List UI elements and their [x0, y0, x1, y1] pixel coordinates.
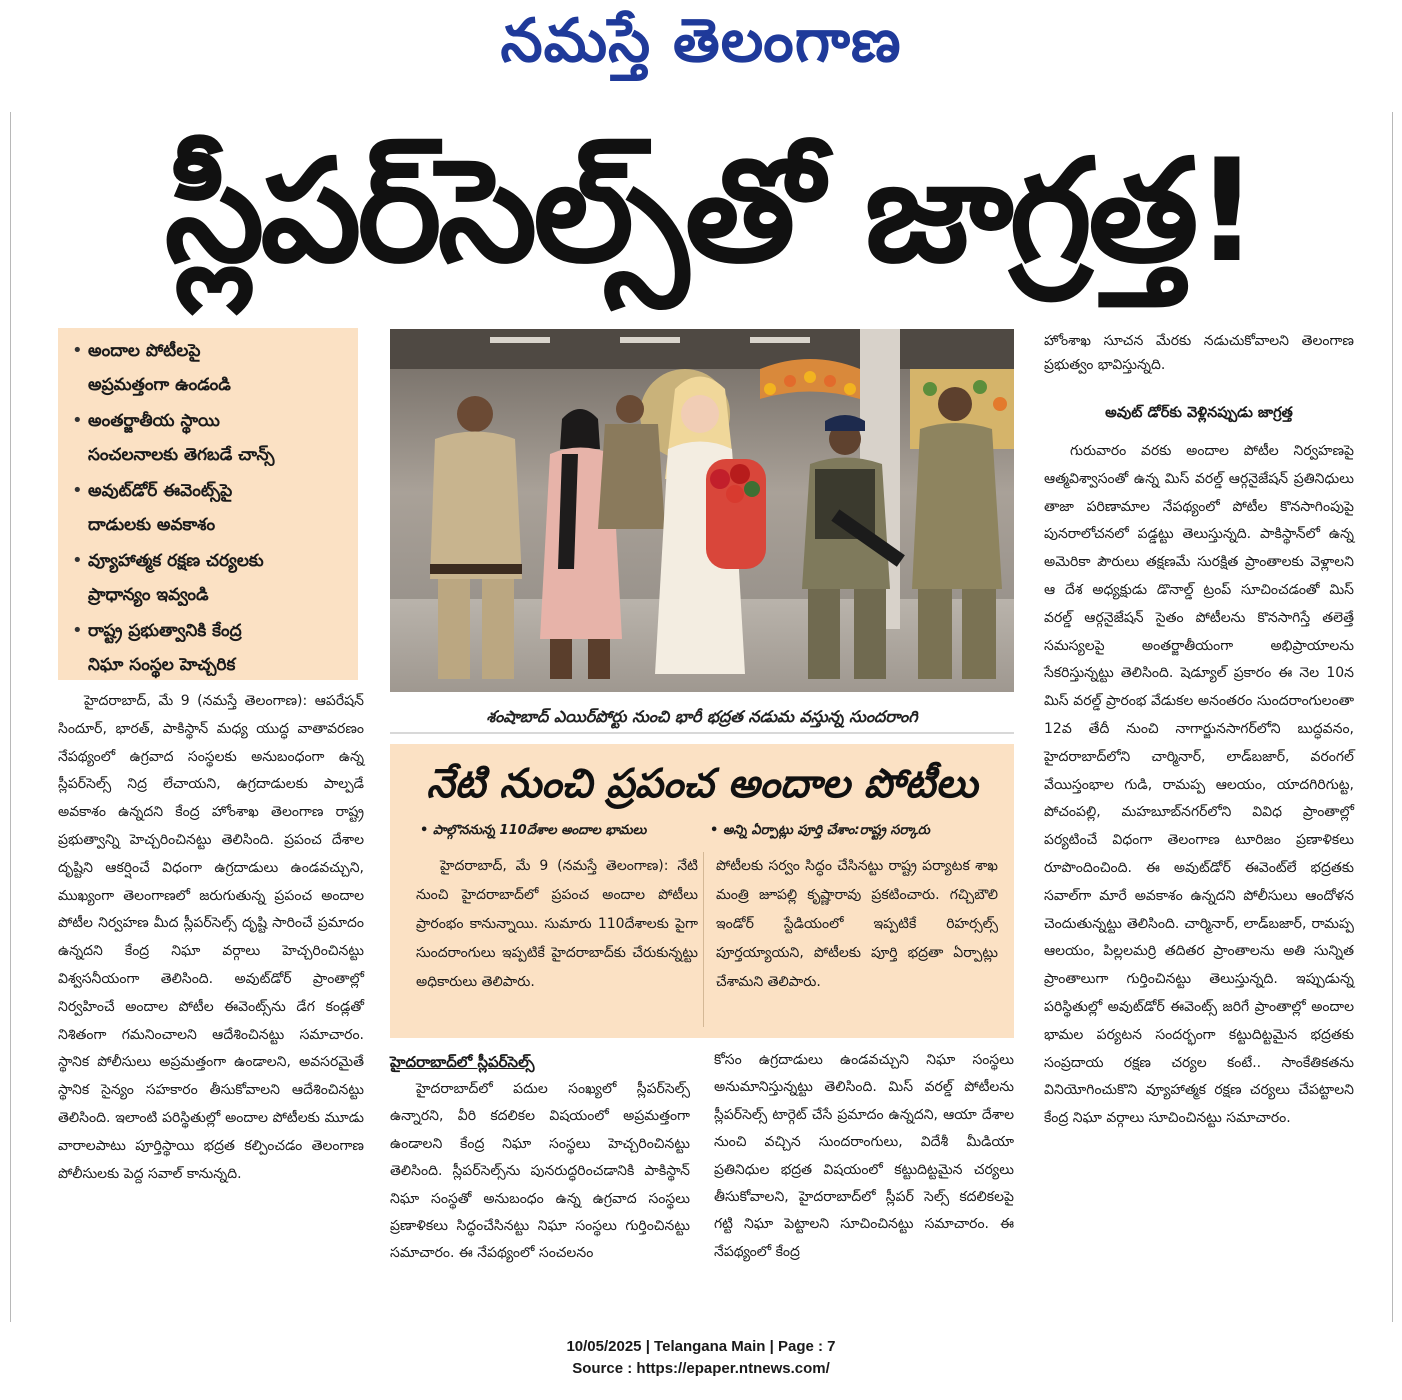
sidebar-story-box — [390, 744, 1014, 1038]
highlight-item: • అందాల పోటీలపై అప్రమత్తంగా ఉండండి — [72, 334, 350, 402]
sidebar-story-column-1: హైదరాబాద్, మే 9 (నమస్తే తెలంగాణ): నేటి నుంచి హైదరాబాద్‌లో ప్రపంచ అందాల పోటీలు ప్రారంభం కానున్నాయి. సుమారు 110దేశాలకు పైగా సుందరాంగులు ఇప్పటికే హైదరాబాద్‌కు చేరుకున్నట్టు అధికారులు తెలిపారు. — [416, 858, 698, 990]
highlights-box — [58, 328, 358, 680]
article-body-middle-1: హైదరాబాద్‌లో పదుల సంఖ్యలో స్లీపర్‌సెల్స్ ఉన్నారని, వీరి కదలికల విషయంలో అప్రమత్తంగా ఉండాలని కేంద్ర నిఘా సంస్థలు హెచ్చరించినట్టు తెలిసింది. స్లీపర్‌సెల్స్‌ను పునరుద్ధరించడానికి పాకిస్థాన్ నిఘా సంస్థతో అనుబంధం ఉన్న ఉగ్రవాద సంస్థలు ప్రణాళికలు సిద్ధంచేసినట్టు నిఘా సంస్థలు గుర్తించినట్టు సమాచారం. ఈ నేపథ్యంలో సంచలనం — [390, 1081, 690, 1262]
source-link[interactable]: Source : https://epaper.ntnews.com/ — [572, 1360, 830, 1377]
highlight-item: • రాష్ట్ర ప్రభుత్వానికి కేంద్ర నిఘా సంస్థల హెచ్చరిక — [72, 614, 350, 682]
article-body-left: హైదరాబాద్, మే 9 (నమస్తే తెలంగాణ): ఆపరేషన్ సిందూర్, భారత్, పాకిస్థాన్ మధ్య యుద్ధ వాతావరణం నేపథ్యంలో ఉగ్రవాద సంస్థలకు అనుబంధంగా ఉన్న స్లీపర్‌సెల్స్ నిద్ర లేచాయని, ఉగ్రదాడులకు పాల్పడే అవకాశం ఉన్నదని కేంద్ర హోంశాఖ తెలంగాణ రాష్ట్ర ప్రభుత్వాన్ని హెచ్చరించినట్టు తెలిసింది. ప్రపంచ దేశాల దృష్టిని ఆకర్షించే విధంగా ఉగ్రదాడులు ఉండవచ్చుని, ముఖ్యంగా తెలంగాణలో జరుగుతున్న ప్రపంచ అందాల పోటీల నిర్వహణ మీద స్లీపర్‌సెల్స్ దృష్టి సారించే ప్రమాదం ఉన్నదని కేంద్ర నిఘా వర్గాలు హెచ్చరించినట్టు విశ్వసనీయంగా తెలిసింది. అవుట్‌డోర్ ప్రాంతాల్లో నిర్వహించే అందాల పోటీల ఈవెంట్స్‌ను డేగ కండ్లతో నిశితంగా గమనించాలని ఆదేశించినట్టు సమాచారం. స్థానిక పోలీసులు అప్రమత్తంగా ఉండాలని, అవసరమైతే స్థానిక సైన్యం సహకారం తీసుకోవాలని ఆదేశించినట్టు తెలిసింది. ఇలాంటి పరిస్థితుల్లో అందాల పోటీలకు మూడు వారాలపాటు పూర్తిస్థాయి భద్రత కల్పించడం తెలంగాణ పోలీసులకు పెద్ద సవాల్ కానున్నది. — [58, 693, 364, 1182]
page-edge-left — [10, 112, 11, 1322]
newspaper-logo: నమస్తే తెలంగాణ — [500, 6, 902, 76]
bullet-icon: • — [72, 340, 83, 361]
news-photo — [390, 329, 1014, 692]
page-footer — [0, 1336, 1402, 1380]
sidebar-story-subhead-right: • అన్ని ఏర్పాట్లు పూర్తి చేశాం:రాష్ట్ర సర్కారు — [710, 823, 930, 838]
highlight-item: • వ్యూహాత్మక రక్షణ చర్యలకు ప్రాధాన్యం ఇవ్వండి — [72, 544, 350, 612]
edition-info: 10/05/2025 | Telangana Main | Page : 7 — [566, 1338, 836, 1355]
page-edge-right — [1392, 112, 1393, 1322]
bullet-icon: • — [72, 410, 83, 431]
sidebar-story-column-2: పోటీలకు సర్వం సిద్ధం చేసినట్టు రాష్ట్ర పర్యాటక శాఖ మంత్రి జూపల్లి కృష్ణారావు ప్రకటించారు. గచ్చిబౌలి ఇండోర్ స్టేడియంలో ఇప్పటికే రిహర్సల్స్ పూర్తయ్యాయని, పోటీలకు పూర్తి భద్రతా ఏర్పాట్లు చేశామని తెలిపారు. — [716, 858, 998, 990]
sidebar-story-title: నేటి నుంచి ప్రపంచ అందాల పోటీలు — [426, 761, 978, 807]
main-headline: స్లీపర్‌సెల్స్‌తో జాగ్రత్త! — [164, 129, 1256, 294]
photo-caption: శంషాబాద్ ఎయిర్‌పోర్టు నుంచి భారీ భద్రత నడుమ వస్తున్న సుందరాంగి — [390, 700, 1014, 734]
sidebar-story-subhead-left: • పాల్గొననున్న 110దేశాల అందాల భామలు — [420, 823, 647, 838]
bullet-icon: • — [72, 550, 83, 571]
masthead — [0, 0, 1402, 90]
article-body-middle-2: కోసం ఉగ్రదాడులు ఉండవచ్చుని నిఘా సంస్థలు అనుమానిస్తున్నట్టు తెలిసింది. మిస్ వరల్డ్ పోటీలను స్లీపర్‌సెల్స్ టార్గెట్ చేసే ప్రమాదం ఉన్నదని, ఆయా దేశాల నుంచి వచ్చిన సుందరాంగులు, విదేశీ మీడియా ప్రతినిధుల భద్రత విషయంలో కట్టుదిట్టమైన చర్యలు తీసుకోవాలని, హైదరాబాద్‌లో స్లీపర్ సెల్స్ కదలికలపై గట్టి నిఘా పెట్టాలని సూచించినట్టు సమాచారం. ఈ నేపథ్యంలో కేంద్ర — [714, 1052, 1014, 1260]
highlight-item: • అంతర్జాతీయ స్థాయి సంచలనాలకు తెగబడే చాన్స్ — [72, 404, 350, 472]
bullet-icon: • — [72, 480, 83, 501]
article-body-right: గురువారం వరకు అందాల పోటీల నిర్వహణపై ఆత్మవిశ్వాసంతో ఉన్న మిస్ వరల్డ్ ఆర్గనైజేషన్ ప్రతినిధులు తాజా పరిణామాల నేపథ్యంలో పోటీల కొనసాగింపుపై పునరాలోచనలో పడ్డట్టు తెలుస్తున్నది. పాకిస్థాన్‌లో ఉన్న అమెరికా పౌరులు తక్షణమే సురక్షిత ప్రాంతాలకు వెళ్లాలని ఆ దేశ అధ్యక్షుడు డొనాల్డ్ ట్రంప్ సూచించడంతో మిస్ వరల్డ్ ఆర్గనైజేషన్ సైతం పోటీలను కొనసాగిస్తే తలెత్తే సమస్యలపై అంతర్జాతీయంగా అభిప్రాయాలను సేకరిస్తున్నట్టు తెలిసింది. షెడ్యూల్ ప్రకారం ఈ నెల 10న మిస్ వరల్డ్ ప్రారంభ వేడుకల అనంతరం సుందరాంగులంతా 12వ తేదీ నుంచి నాగార్జునసాగర్‌లోని బుద్ధవనం, హైదరాబాద్‌లోని చార్మినార్, లాడ్‌బజార్, వరంగల్ వేయిస్తంభాల గుడి, రామప్ప ఆలయం, యాదగిరిగుట్ట, పోచంపల్లి, మహబూబ్‌నగర్‌లోని వివిధ ప్రాంతాల్లో పర్యటించే విధంగా తెలంగాణ టూరిజం ప్రణాళికలు రూపొందించింది. ఈ అవుట్‌డోర్ ఈవెంట్‌లే భద్రతకు సవాల్‌గా మారే అవకాశం ఉన్నదని పోలీసులు ఆందోళన చెందుతున్నట్టు తెలిసింది. చార్మినార్, లాడ్‌బజార్, రామప్ప ఆలయం, పిల్లలమర్రి తదితర ప్రాంతాలను అతి సున్నిత ప్రాంతాలుగా గుర్తించినట్టు తెలుస్తున్నది. ఇప్పుడున్న పరిస్థితుల్లో అవుట్‌డోర్ ఈవెంట్స్ జరిగే ప్రాంతాల్లో అందాల భామల పర్యటన సందర్భంగా కట్టుదిట్టమైన భద్రతకు సంప్రదాయ రక్షణ చర్యల కంటే.. సాంకేతికతను వినియోగించుకొని వ్యూహాత్మక రక్షణ చర్యలు చేపట్టాలని కేంద్ర నిఘా వర్గాలు సూచించినట్టు సమాచారం. — [1044, 443, 1354, 1127]
column-divider — [703, 852, 704, 1027]
bullet-icon: • — [72, 620, 83, 641]
article-body-right-lead: హోంశాఖ సూచన మేరకు నడుచుకోవాలని తెలంగాణ ప్రభుత్వం భావిస్తున్నది. — [1044, 333, 1354, 373]
highlight-item: • అవుట్‌డోర్ ఈవెంట్స్‌పై దాడులకు అవకాశం — [72, 474, 350, 542]
section-subheading-right: అవుట్ డోర్‌కు వెళ్లినప్పుడు జాగ్రత్త — [1105, 405, 1293, 421]
section-subheading: హైదరాబాద్‌లో స్లీపర్‌సెల్స్ — [390, 1053, 535, 1071]
